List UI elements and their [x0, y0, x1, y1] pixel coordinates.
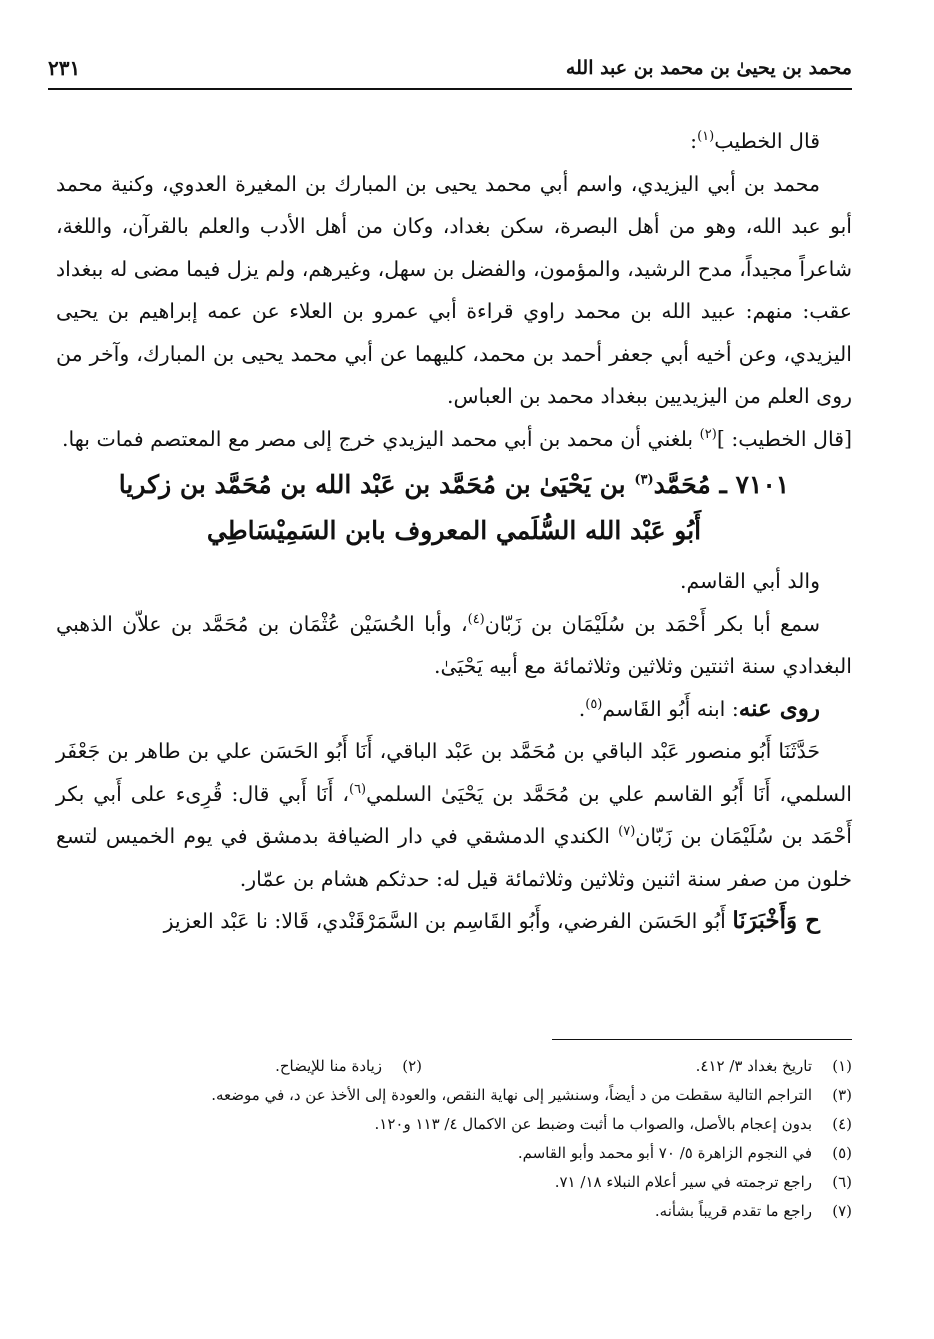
second-chain-text: أَبُو الحَسَن الفرضي، وأَبُو القَاسِم بن السَّمَرْقَنْدي، قَالا: نا عَبْد العزيز — [163, 909, 733, 933]
entry-heading-line2: أَبُو عَبْد الله السُّلَمي المعروف بابن السَمِيْسَاطِي — [206, 516, 702, 545]
isnad-text-c: الكندي الدمشقي في دار الضيافة بدمشق في يوم الخميس لتسع خلون من صفر سنة اثنين وثلاثين وثلاثمائة قيل له: حدثكم هشام بن عمّار. — [56, 824, 852, 891]
footnotes — [56, 1052, 852, 1226]
footnote-text: التراجم التالية سقطت من د أيضاً، وسنشير إلى نهاية النقص، والعودة إلى الأخذ عن د، في موضعه. — [211, 1086, 812, 1104]
paragraph-father: والد أبي القاسم. — [679, 569, 820, 593]
paragraph-source-intro — [56, 120, 852, 163]
footnote-text: تاريخ بغداد ٣/ ٤١٢. — [695, 1057, 812, 1075]
running-header — [48, 48, 852, 90]
death-note-text: بلغني أن محمد بن أبي محمد اليزيدي خرج إلى مصر مع المعتصم فمات بها. — [62, 426, 700, 451]
narrated-by-end: . — [578, 696, 586, 721]
header-title: محمد بن يحيىٰ بن محمد بن عبد الله — [565, 57, 852, 79]
footnote-6 — [56, 1168, 852, 1197]
footnote-ref-3: (٣) — [634, 472, 654, 488]
paragraph-second-chain — [56, 900, 852, 943]
footnote-divider — [552, 1039, 852, 1040]
footnote-ref-2: (٢) — [699, 426, 717, 442]
paragraph-death-note — [56, 418, 852, 461]
narrated-by-text: : ابنه أَبُو القَاسم — [602, 696, 739, 721]
footnote-4 — [56, 1110, 852, 1139]
footnote-text: في النجوم الزاهرة ٥/ ٧٠ أبو محمد وأبو القاسم. — [517, 1144, 812, 1162]
heard-from-text-a: سمع أبا بكر أَحْمَد بن سُلَيْمَان بن زَبّان — [484, 611, 820, 636]
footnote-1 — [422, 1052, 852, 1081]
footnote-number: (١) — [832, 1057, 852, 1075]
paragraph-biography: محمد بن أبي اليزيدي، واسم أبي محمد يحيى بن المبارك بن المغيرة العدوي، وكنية محمد أبو عبد الله، وهو من أهل البصرة، سكن بغداد، وكان من أهل الأدب والعلم بالقرآن، واللغة، شاعراً مجيداً، مدح الرشيد، والمؤمون، والفضل بن سهل، وغيرهم، ولم يزل فيما مضى له ببغداد عقب: منهم: عبيد الله بن محمد راوي قراءة أبي عمرو بن العلاء عن عمه إبراهيم بن يحيى اليزيدي، وعن أخيه أبي جعفر أحمد بن محمد، كليهما عن أبي محمد يحيى بن المبارك، وآخر من روى العلم من اليزيديين ببغداد محمد بن العباس. — [56, 171, 852, 408]
footnote-number: (٥) — [832, 1144, 852, 1162]
main-text — [56, 120, 852, 943]
footnote-text: زيادة منا للإيضاح. — [275, 1057, 382, 1075]
footnote-ref-4: (٤) — [467, 611, 485, 627]
entry-heading — [56, 462, 852, 554]
isnad-text-a: حَدَّثَنَا أَبُو منصور عَبْد الباقي بن مُحَمَّد بن عَبْد الباقي، أَنَا أَبُو الحَسَن علي بن طاهر بن جَعْفَر السلمي، أَنَا أَبُو القاسم علي بن مُحَمَّد بن يَحْيَىٰ السلمي — [56, 739, 852, 806]
footnote-ref-7: (٧) — [618, 824, 636, 840]
footnote-ref-1: (١) — [697, 129, 715, 145]
footnote-ref-5: (٥) — [585, 696, 603, 712]
entry-lineage: بن يَحْيَىٰ بن مُحَمَّد بن عَبْد الله بن مُحَمَّد بن زكريا — [118, 470, 635, 499]
footnote-7 — [56, 1197, 852, 1226]
colon: : — [690, 129, 698, 153]
source-label: قال الخطيب — [714, 129, 820, 153]
footnote-number: (٤) — [832, 1115, 852, 1133]
entry-number-name: ٧١٠١ ـ مُحَمَّد — [653, 470, 790, 499]
footnote-number: (٦) — [832, 1173, 852, 1191]
footnote-number: (٢) — [402, 1057, 422, 1075]
footnote-text: راجع ما تقدم قريباً بشأنه. — [654, 1202, 812, 1220]
entry-heading-line1 — [56, 462, 852, 508]
heard-from-text-b: ، وأبا الحُسَيْن عُثْمَان بن مُحَمَّد بن علاّن الذهبي البغدادي سنة اثنتين وثلاثين وثلاثمائة مع أبيه يَحْيَىٰ. — [56, 611, 852, 678]
second-chain-label: ح وَأَخْبَرَنَا — [732, 907, 820, 934]
footnote-2 — [275, 1052, 422, 1081]
footnote-row-1-2 — [56, 1052, 852, 1081]
narrated-by-label: روى عنه — [738, 694, 820, 722]
bracket-source: [قال الخطيب: ] — [716, 426, 852, 451]
footnote-number: (٣) — [832, 1086, 852, 1104]
paragraph-narrated-by — [56, 688, 852, 731]
page-number: ٢٣١ — [48, 56, 81, 80]
paragraph-heard-from — [56, 603, 852, 688]
isnad-text-b: ، أَنَا أَبي قال: قُرِىء على أَبي بكر أَحْمَد بن سُلَيْمَان بن زَبّان — [56, 781, 852, 848]
footnote-5 — [56, 1139, 852, 1168]
footnote-text: راجع ترجمته في سير أعلام النبلاء ١٨/ ٧١. — [554, 1173, 812, 1191]
paragraph-isnad — [56, 730, 852, 900]
footnote-3 — [56, 1081, 852, 1110]
footnote-text: بدون إعجام بالأصل، والصواب ما أثبت وضبط عن الاكمال ٤/ ١١٣ و١٢٠. — [374, 1115, 812, 1133]
footnote-number: (٧) — [832, 1202, 852, 1220]
footnote-ref-6: (٦) — [348, 781, 367, 797]
